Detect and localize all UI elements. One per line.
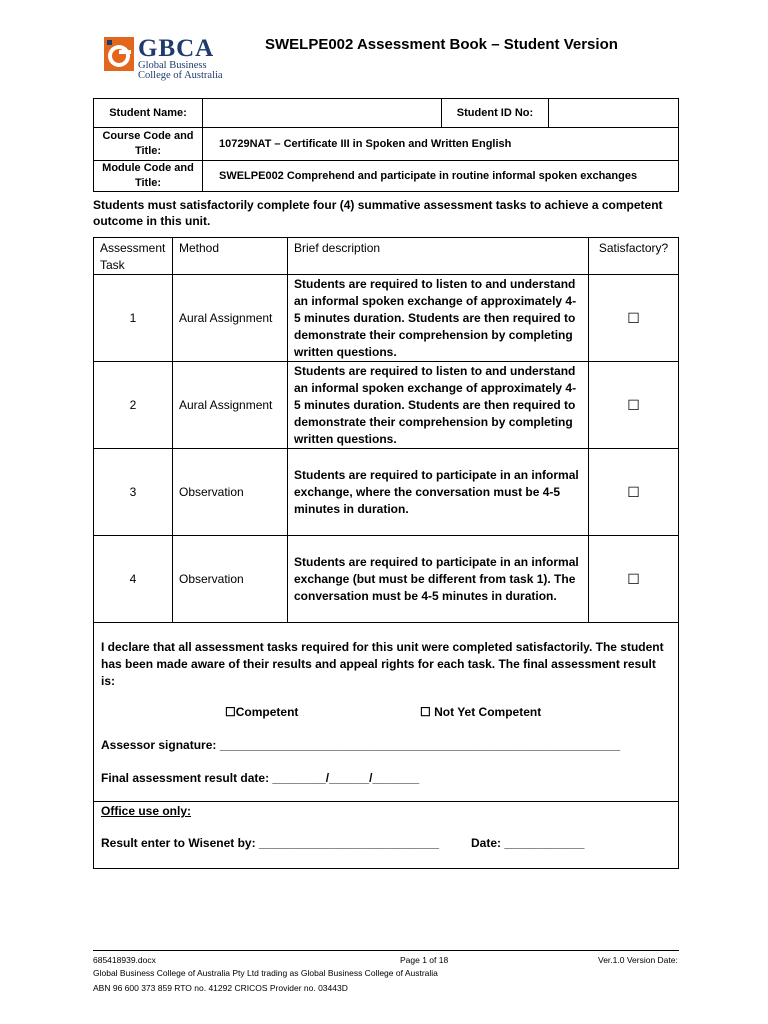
satisfactory-checkbox[interactable]: ☐ [589,449,679,536]
wisenet-field[interactable]: Result enter to Wisenet by: ___________________________ [101,836,440,850]
document-title: SWELPE002 Assessment Book – Student Version [265,36,618,53]
course-label: Course Code and Title: [94,128,203,161]
task-description: Students are required to listen to and understand an informal spoken exchange of approximately 4-5 minutes duration. Students are then required to demonstrate their comprehension by completing written questions. [288,275,589,362]
gbca-logo-mark-icon [104,37,134,71]
task-method: Observation [173,536,288,623]
declaration-text: I declare that all assessment tasks required for this unit were completed satisfactorily. The student has been made aware of their results and appeal rights for each task. The final assessment result is: [101,640,664,688]
satisfactory-checkbox[interactable]: ☐ [589,362,679,449]
student-id-label: Student ID No: [442,99,549,128]
student-info-table [93,98,679,192]
logo-subtitle-line2: College of Australia [138,70,223,81]
logo-subtitle-line1: Global Business [138,60,207,71]
task-method: Observation [173,449,288,536]
task-row [94,536,679,623]
task-number: 4 [94,536,173,623]
competent-option[interactable]: ☐Competent [225,705,299,719]
gbca-logo [104,36,224,80]
student-name-label: Student Name: [94,99,203,128]
office-divider [94,801,678,802]
module-label: Module Code and Title: [94,161,203,192]
course-value: 10729NAT – Certificate III in Spoken and Written English [203,128,679,161]
office-date-field[interactable]: Date: ____________ [471,836,585,850]
task-row [94,449,679,536]
satisfactory-checkbox[interactable]: ☐ [589,275,679,362]
office-use-label: Office use only: [101,804,192,818]
student-id-field[interactable] [549,99,679,128]
header-description: Brief description [288,238,589,275]
assessor-signature-field[interactable]: Assessor signature: ____________________________________________________________ [101,738,621,752]
task-row [94,362,679,449]
assessment-tasks-table [93,237,679,623]
task-number: 2 [94,362,173,449]
declaration-box [93,622,679,869]
task-number: 3 [94,449,173,536]
intro-text: Students must satisfactorily complete four (4) summative assessment tasks to achieve a competent outcome in this unit. [93,198,663,228]
task-number: 1 [94,275,173,362]
result-date-field[interactable]: Final assessment result date: ________/______/_______ [101,771,420,785]
module-value: SWELPE002 Comprehend and participate in routine informal spoken exchanges [203,161,679,192]
footer-filename: 685418939.docx [93,955,156,965]
student-name-field[interactable] [203,99,442,128]
task-row [94,275,679,362]
footer-divider [93,950,679,951]
task-description: Students are required to participate in an informal exchange, where the conversation must be 4-5 minutes in duration. [288,449,589,536]
not-yet-competent-option[interactable]: ☐ Not Yet Competent [420,705,542,719]
footer-abn: ABN 96 600 373 859 RTO no. 41292 CRICOS Provider no. 03443D [93,983,348,993]
task-method: Aural Assignment [173,275,288,362]
header-task: Assessment Task [94,238,173,275]
footer-version: Ver.1.0 Version Date: [598,955,678,965]
satisfactory-checkbox[interactable]: ☐ [589,536,679,623]
header-satisfactory: Satisfactory? [589,238,679,275]
task-description: Students are required to listen to and understand an informal spoken exchange of approximately 4-5 minutes duration. Students are then required to demonstrate their comprehension by completing written questions. [288,362,589,449]
logo-text: GBCA [138,35,215,62]
footer-company: Global Business College of Australia Pty Ltd trading as Global Business College of Australia [93,968,438,978]
task-method: Aural Assignment [173,362,288,449]
task-description: Students are required to participate in an informal exchange (but must be different from task 1). The conversation must be 4-5 minutes in duration. [288,536,589,623]
footer-page-number: Page 1 of 18 [400,955,449,965]
header-method: Method [173,238,288,275]
